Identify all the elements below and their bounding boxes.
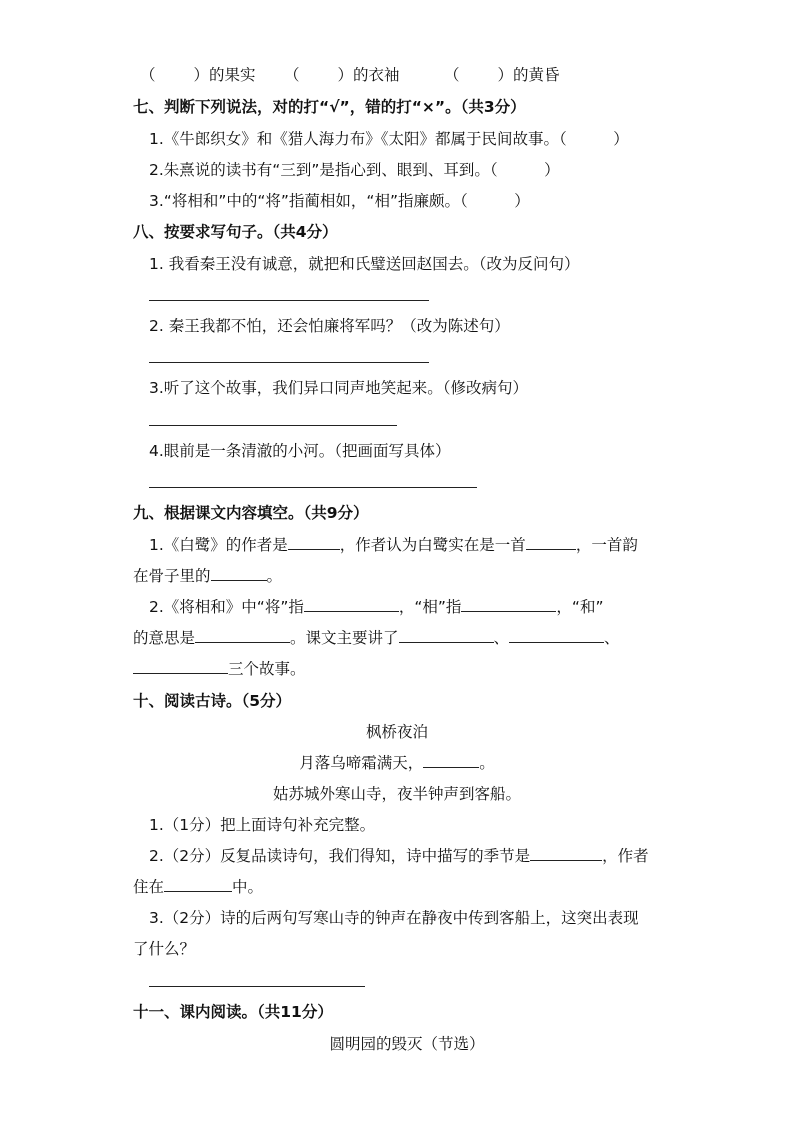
s8-question-3: 3.听了这个故事，我们异口同声地笑起来。（修改病句） — [149, 379, 529, 397]
fill-item-sleeve — [284, 65, 400, 85]
fill-blank[interactable] — [526, 535, 576, 550]
fill-blank[interactable] — [423, 753, 479, 768]
open-paren: （ — [444, 66, 460, 84]
s10-question-3: 3.（2分）诗的后两句写寒山寺的钟声在静夜中传到客船上，这突出表现 — [149, 909, 639, 927]
s7-question-2: 2.朱熹说的读书有“三到”是指心到、眼到、耳到。（ ） — [149, 161, 560, 179]
s9-text: 、 — [604, 629, 620, 647]
fill-blank[interactable] — [530, 846, 602, 861]
s9-text: 的意思是 — [133, 629, 196, 647]
s7-question-3: 3.“将相和”中的“将”指蔺相如，“相”指廉颇。（ ） — [149, 192, 530, 210]
s9-line-3 — [149, 597, 603, 617]
s9-text: 。 — [266, 567, 283, 585]
answer-line[interactable] — [149, 300, 429, 301]
fill-blank[interactable] — [461, 597, 556, 612]
answer-line[interactable] — [149, 425, 397, 426]
fill-blank[interactable] — [211, 566, 267, 581]
fill-blank[interactable] — [164, 877, 232, 892]
poem-line-2: 姑苏城外寒山寺，夜半钟声到客船。 — [272, 785, 521, 803]
close-paren: ） — [497, 66, 514, 84]
answer-line[interactable] — [149, 362, 429, 363]
s10-question-3-cont: 了什么？ — [133, 940, 196, 958]
s10-text: 住在 — [133, 878, 165, 896]
answer-line[interactable] — [149, 487, 477, 488]
s9-text: ，作者认为白鹭实在是一首 — [339, 536, 526, 554]
open-paren: （ — [284, 66, 300, 84]
s9-text: ，“相”指 — [398, 598, 462, 616]
section-11-heading: 十一、课内阅读。（共11分） — [133, 1003, 333, 1021]
item-label: 的黄昏 — [513, 66, 560, 84]
s7-question-1: 1.《牛郎织女》和《猎人海力布》《太阳》都属于民间故事。（ ） — [149, 130, 629, 148]
fill-item-fruit — [140, 65, 256, 85]
poem-title: 枫桥夜泊 — [365, 723, 428, 741]
poem-line-1 — [0, 753, 794, 773]
close-paren: ） — [337, 66, 354, 84]
section-8-heading: 八、按要求写句子。（共4分） — [133, 223, 338, 241]
fill-blank[interactable] — [304, 597, 399, 612]
poem-text: 。 — [479, 754, 495, 772]
open-paren: （ — [140, 66, 156, 84]
s10-text: 中。 — [232, 878, 264, 896]
s9-text: 2.《将相和》中“将”指 — [149, 598, 304, 616]
poem-text: 月落乌啼霜满天， — [299, 754, 424, 772]
fill-blank[interactable] — [288, 535, 340, 550]
answer-line[interactable] — [149, 986, 365, 987]
s9-line-4 — [133, 628, 620, 648]
section-7-heading: 七、判断下列说法，对的打“√”，错的打“×”。（共3分） — [133, 98, 526, 116]
section-9-heading: 九、根据课文内容填空。（共9分） — [133, 504, 369, 522]
item-label: 的果实 — [209, 66, 256, 84]
s9-line-1 — [149, 535, 638, 555]
item-label: 的衣袖 — [353, 66, 400, 84]
fill-blank[interactable] — [195, 628, 290, 643]
fill-blank[interactable] — [399, 628, 494, 643]
section-10-heading: 十、阅读古诗。（5分） — [133, 692, 292, 710]
s9-line-5 — [133, 659, 306, 679]
s9-line-2 — [133, 566, 282, 586]
s10-question-1: 1.（1分）把上面诗句补充完整。 — [149, 816, 376, 834]
fill-item-dusk — [444, 65, 560, 85]
s8-question-2: 2. 秦王我都不怕，还会怕廉将军吗？（改为陈述句） — [149, 317, 510, 335]
s9-text: 、 — [493, 629, 510, 647]
s8-question-4: 4.眼前是一条清澈的小河。（把画面写具体） — [149, 442, 451, 460]
s9-text: 三个故事。 — [228, 660, 306, 678]
s10-question-2 — [149, 846, 649, 866]
s10-text: 2.（2分）反复品读诗句，我们得知，诗中描写的季节是 — [149, 847, 531, 865]
s10-question-2-cont — [133, 877, 263, 897]
close-paren: ） — [193, 66, 210, 84]
s9-text: 1.《白鹭》的作者是 — [149, 536, 288, 554]
fill-blank[interactable] — [133, 659, 228, 674]
s10-text: ，作者 — [602, 847, 649, 865]
s9-text: ，“和” — [556, 598, 604, 616]
s9-text: 在骨子里的 — [133, 567, 211, 585]
passage-title: 圆明园的毁灭（节选） — [329, 1035, 485, 1053]
fill-blank[interactable] — [509, 628, 604, 643]
s9-text: ，一首韵 — [575, 536, 638, 554]
s8-question-1: 1. 我看秦王没有诚意，就把和氏璧送回赵国去。（改为反问句） — [149, 255, 580, 273]
s9-text: 。课文主要讲了 — [290, 629, 399, 647]
